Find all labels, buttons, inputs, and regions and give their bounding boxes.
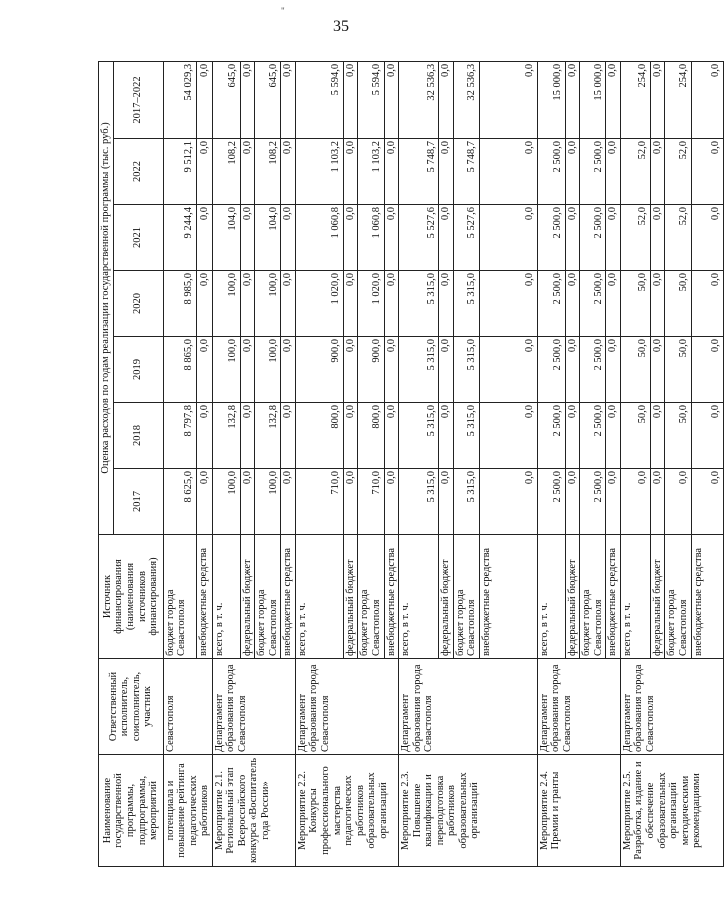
table-row xyxy=(295,61,343,866)
amount-cell: 5 315,0 xyxy=(399,337,439,403)
funding-source: бюджет города Севастополя xyxy=(358,535,384,659)
amount-cell: 0,0 xyxy=(565,139,580,205)
amount-cell: 100,0 xyxy=(212,271,240,337)
amount-cell: 5 315,0 xyxy=(399,403,439,469)
header-year: 2017 xyxy=(113,469,163,535)
amount-cell: 0,0 xyxy=(196,205,212,271)
amount-cell: 5 527,6 xyxy=(399,205,439,271)
amount-cell: 50,0 xyxy=(665,403,691,469)
amount-cell: 5 315,0 xyxy=(453,403,479,469)
amount-cell: 2 500,0 xyxy=(537,403,565,469)
amount-cell: 0,0 xyxy=(606,469,621,535)
funding-source: бюджет города Севастополя xyxy=(163,535,196,659)
amount-cell: 50,0 xyxy=(620,403,650,469)
amount-cell: 0,0 xyxy=(240,403,255,469)
amount-cell: 0,0 xyxy=(240,271,255,337)
amount-cell: 15 000,0 xyxy=(537,61,565,138)
amount-cell: 5 315,0 xyxy=(399,469,439,535)
table-row xyxy=(620,61,650,866)
amount-cell: 0,0 xyxy=(691,403,723,469)
amount-cell: 0,0 xyxy=(240,337,255,403)
amount-cell: 1 103,2 xyxy=(358,139,384,205)
funding-source: федеральный бюджет xyxy=(650,535,665,659)
funding-source: бюджет города Севастополя xyxy=(453,535,479,659)
header-responsible: Ответственный исполнитель, соисполнитель, участник xyxy=(99,659,164,755)
activity-name: Мероприятие 2.2. Конкурсы профессионального мастерства педагогических работников образовательных организаций xyxy=(295,755,398,867)
amount-cell: 645,0 xyxy=(255,61,281,138)
amount-cell: 32 536,3 xyxy=(453,61,479,138)
amount-cell: 0,0 xyxy=(606,271,621,337)
amount-cell: 0,0 xyxy=(650,139,665,205)
funding-source: бюджет города Севастополя xyxy=(665,535,691,659)
page-number: 35 xyxy=(333,18,349,35)
amount-cell: 0,0 xyxy=(196,139,212,205)
amount-cell: 2 500,0 xyxy=(537,139,565,205)
amount-cell: 645,0 xyxy=(212,61,240,138)
amount-cell: 0,0 xyxy=(665,469,691,535)
amount-cell: 1 060,8 xyxy=(358,205,384,271)
header-year: 2020 xyxy=(113,271,163,337)
amount-cell: 9 512,1 xyxy=(163,139,196,205)
amount-cell: 2 500,0 xyxy=(537,337,565,403)
amount-cell: 2 500,0 xyxy=(580,271,606,337)
amount-cell: 0,0 xyxy=(650,337,665,403)
amount-cell: 0,0 xyxy=(565,469,580,535)
amount-cell: 50,0 xyxy=(665,271,691,337)
amount-cell: 0,0 xyxy=(606,139,621,205)
amount-cell: 5 748,7 xyxy=(399,139,439,205)
funding-source: внебюджетные средства xyxy=(196,535,212,659)
amount-cell: 2 500,0 xyxy=(537,205,565,271)
amount-cell: 0,0 xyxy=(650,61,665,138)
amount-cell: 0,0 xyxy=(240,469,255,535)
amount-cell: 0,0 xyxy=(479,205,537,271)
amount-cell: 0,0 xyxy=(439,271,454,337)
amount-cell: 0,0 xyxy=(196,61,212,138)
activity-name: Мероприятие 2.3. Повышение квалификации и переподготовка работников образовательных организаций xyxy=(399,755,538,867)
funding-source: федеральный бюджет xyxy=(240,535,255,659)
amount-cell: 0,0 xyxy=(281,61,296,138)
amount-cell: 0,0 xyxy=(343,139,358,205)
amount-cell: 32 536,3 xyxy=(399,61,439,138)
amount-cell: 0,0 xyxy=(196,271,212,337)
amount-cell: 0,0 xyxy=(691,271,723,337)
amount-cell: 5 748,7 xyxy=(453,139,479,205)
amount-cell: 5 527,6 xyxy=(453,205,479,271)
amount-cell: 50,0 xyxy=(620,337,650,403)
amount-cell: 0,0 xyxy=(606,205,621,271)
amount-cell: 100,0 xyxy=(255,469,281,535)
amount-cell: 0,0 xyxy=(565,271,580,337)
responsible-executor: Департамент образования города Севастополя xyxy=(295,659,398,755)
amount-cell: 50,0 xyxy=(620,271,650,337)
amount-cell: 800,0 xyxy=(295,403,343,469)
funding-source: бюджет города Севастополя xyxy=(580,535,606,659)
responsible-executor: Департамент образования города Севастополя xyxy=(212,659,295,755)
amount-cell: 0,0 xyxy=(479,337,537,403)
amount-cell: 8 625,0 xyxy=(163,469,196,535)
amount-cell: 0,0 xyxy=(565,61,580,138)
funding-source: внебюджетные средства xyxy=(281,535,296,659)
amount-cell: 0,0 xyxy=(240,139,255,205)
responsible-executor: Департамент образования города Севастополя xyxy=(620,659,723,755)
budget-table xyxy=(98,61,724,867)
amount-cell: 0,0 xyxy=(606,61,621,138)
amount-cell: 8 985,0 xyxy=(163,271,196,337)
amount-cell: 5 594,0 xyxy=(295,61,343,138)
amount-cell: 1 020,0 xyxy=(295,271,343,337)
amount-cell: 1 103,2 xyxy=(295,139,343,205)
amount-cell: 9 244,4 xyxy=(163,205,196,271)
amount-cell: 5 315,0 xyxy=(453,271,479,337)
amount-cell: 52,0 xyxy=(665,205,691,271)
amount-cell: 100,0 xyxy=(212,337,240,403)
amount-cell: 52,0 xyxy=(620,205,650,271)
amount-cell: 0,0 xyxy=(439,61,454,138)
responsible-executor: Департамент образования города Севастополя xyxy=(399,659,538,755)
amount-cell: 900,0 xyxy=(358,337,384,403)
amount-cell: 0,0 xyxy=(650,403,665,469)
amount-cell: 52,0 xyxy=(665,139,691,205)
responsible-executor: Департамент образования города Севастополя xyxy=(537,659,620,755)
amount-cell: 5 315,0 xyxy=(399,271,439,337)
activity-name: Мероприятие 2.5. Разработка, издание и обеспечение образовательных организаций методическими рекомендациями xyxy=(620,755,723,867)
amount-cell: 0,0 xyxy=(281,403,296,469)
header-source: Источник финансирования (наименования источников финансирования) xyxy=(99,535,164,659)
amount-cell: 0,0 xyxy=(343,403,358,469)
table-row xyxy=(537,61,565,866)
amount-cell: 5 315,0 xyxy=(453,337,479,403)
amount-cell: 100,0 xyxy=(255,337,281,403)
amount-cell: 2 500,0 xyxy=(580,403,606,469)
funding-source: всего, в т. ч. xyxy=(212,535,240,659)
amount-cell: 132,8 xyxy=(255,403,281,469)
amount-cell: 0,0 xyxy=(343,205,358,271)
activity-name: Мероприятие 2.1. Региональный этап Всероссийского конкурса «Воспитатель года России» xyxy=(212,755,295,867)
amount-cell: 0,0 xyxy=(240,61,255,138)
amount-cell: 0,0 xyxy=(565,337,580,403)
amount-cell: 0,0 xyxy=(691,205,723,271)
funding-source: внебюджетные средства xyxy=(384,535,399,659)
amount-cell: 0,0 xyxy=(384,337,399,403)
amount-cell: 0,0 xyxy=(691,61,723,138)
amount-cell: 254,0 xyxy=(665,61,691,138)
amount-cell: 8 865,0 xyxy=(163,337,196,403)
amount-cell: 0,0 xyxy=(196,337,212,403)
funding-source: всего, в т. ч. xyxy=(620,535,650,659)
amount-cell: 0,0 xyxy=(439,469,454,535)
amount-cell: 0,0 xyxy=(479,271,537,337)
amount-cell: 0,0 xyxy=(650,205,665,271)
amount-cell: 2 500,0 xyxy=(580,139,606,205)
amount-cell: 0,0 xyxy=(343,271,358,337)
header-year: 2021 xyxy=(113,205,163,271)
funding-source: внебюджетные средства xyxy=(691,535,723,659)
funding-source: федеральный бюджет xyxy=(439,535,454,659)
amount-cell: 0,0 xyxy=(439,337,454,403)
amount-cell: 2 500,0 xyxy=(537,271,565,337)
amount-cell: 100,0 xyxy=(212,469,240,535)
activity-name: Мероприятие 2.4. Премии и гранты xyxy=(537,755,620,867)
header-estimate: Оценка расходов по годам реализации государственной программы (тыс. руб.) xyxy=(99,61,114,534)
funding-source: всего, в т. ч. xyxy=(537,535,565,659)
amount-cell: 0,0 xyxy=(691,139,723,205)
amount-cell: 0,0 xyxy=(343,61,358,138)
header-year: 2022 xyxy=(113,139,163,205)
amount-cell: 0,0 xyxy=(281,205,296,271)
amount-cell: 900,0 xyxy=(295,337,343,403)
funding-source: бюджет города Севастополя xyxy=(255,535,281,659)
amount-cell: 52,0 xyxy=(620,139,650,205)
amount-cell: 0,0 xyxy=(606,403,621,469)
table-body xyxy=(163,61,723,866)
funding-source: внебюджетные средства xyxy=(606,535,621,659)
amount-cell: 0,0 xyxy=(196,403,212,469)
amount-cell: 8 797,8 xyxy=(163,403,196,469)
amount-cell: 0,0 xyxy=(439,139,454,205)
responsible-executor: Севастополя xyxy=(163,659,212,755)
amount-cell: 0,0 xyxy=(343,469,358,535)
amount-cell: 0,0 xyxy=(479,139,537,205)
funding-source: федеральный бюджет xyxy=(565,535,580,659)
amount-cell: 0,0 xyxy=(384,205,399,271)
amount-cell: 0,0 xyxy=(281,271,296,337)
header-year-total: 2017–2022 xyxy=(113,61,163,138)
amount-cell: 0,0 xyxy=(565,205,580,271)
amount-cell: 0,0 xyxy=(384,469,399,535)
amount-cell: 104,0 xyxy=(212,205,240,271)
amount-cell: 100,0 xyxy=(255,271,281,337)
amount-cell: 108,2 xyxy=(255,139,281,205)
header-year: 2018 xyxy=(113,403,163,469)
header-name: Наименование государственной программы, подпрограммы, мероприятий xyxy=(99,755,164,867)
amount-cell: 0,0 xyxy=(439,205,454,271)
amount-cell: 0,0 xyxy=(196,469,212,535)
amount-cell: 0,0 xyxy=(691,469,723,535)
amount-cell: 710,0 xyxy=(358,469,384,535)
amount-cell: 0,0 xyxy=(620,469,650,535)
amount-cell: 54 029,3 xyxy=(163,61,196,138)
amount-cell: 2 500,0 xyxy=(580,469,606,535)
amount-cell: 5 315,0 xyxy=(453,469,479,535)
amount-cell: 800,0 xyxy=(358,403,384,469)
amount-cell: 0,0 xyxy=(479,469,537,535)
table-row xyxy=(212,61,240,866)
amount-cell: 108,2 xyxy=(212,139,240,205)
amount-cell: 0,0 xyxy=(479,403,537,469)
amount-cell: 1 020,0 xyxy=(358,271,384,337)
amount-cell: 0,0 xyxy=(384,139,399,205)
amount-cell: 2 500,0 xyxy=(580,205,606,271)
amount-cell: 0,0 xyxy=(281,139,296,205)
amount-cell: 0,0 xyxy=(565,403,580,469)
amount-cell: 0,0 xyxy=(439,403,454,469)
funding-source: всего, в т. ч. xyxy=(399,535,439,659)
funding-source: всего, в т. ч. xyxy=(295,535,343,659)
amount-cell: 50,0 xyxy=(665,337,691,403)
amount-cell: 0,0 xyxy=(384,61,399,138)
amount-cell: 254,0 xyxy=(620,61,650,138)
amount-cell: 0,0 xyxy=(650,469,665,535)
amount-cell: 0,0 xyxy=(384,271,399,337)
amount-cell: 104,0 xyxy=(255,205,281,271)
amount-cell: 0,0 xyxy=(343,337,358,403)
amount-cell: 132,8 xyxy=(212,403,240,469)
amount-cell: 15 000,0 xyxy=(580,61,606,138)
top-mark: " xyxy=(281,6,285,16)
table-row xyxy=(163,61,196,866)
funding-source: федеральный бюджет xyxy=(343,535,358,659)
table-row xyxy=(399,61,439,866)
activity-name: потенциала и повышение рейтинга педагогических работников xyxy=(163,755,212,867)
amount-cell: 5 594,0 xyxy=(358,61,384,138)
amount-cell: 1 060,8 xyxy=(295,205,343,271)
funding-source: внебюджетные средства xyxy=(479,535,537,659)
rotated-table-container xyxy=(98,62,722,867)
amount-cell: 0,0 xyxy=(281,337,296,403)
amount-cell: 0,0 xyxy=(691,337,723,403)
amount-cell: 2 500,0 xyxy=(580,337,606,403)
amount-cell: 710,0 xyxy=(295,469,343,535)
amount-cell: 0,0 xyxy=(650,271,665,337)
amount-cell: 0,0 xyxy=(281,469,296,535)
header-year: 2019 xyxy=(113,337,163,403)
amount-cell: 0,0 xyxy=(606,337,621,403)
amount-cell: 0,0 xyxy=(384,403,399,469)
amount-cell: 0,0 xyxy=(479,61,537,138)
amount-cell: 0,0 xyxy=(240,205,255,271)
amount-cell: 2 500,0 xyxy=(537,469,565,535)
